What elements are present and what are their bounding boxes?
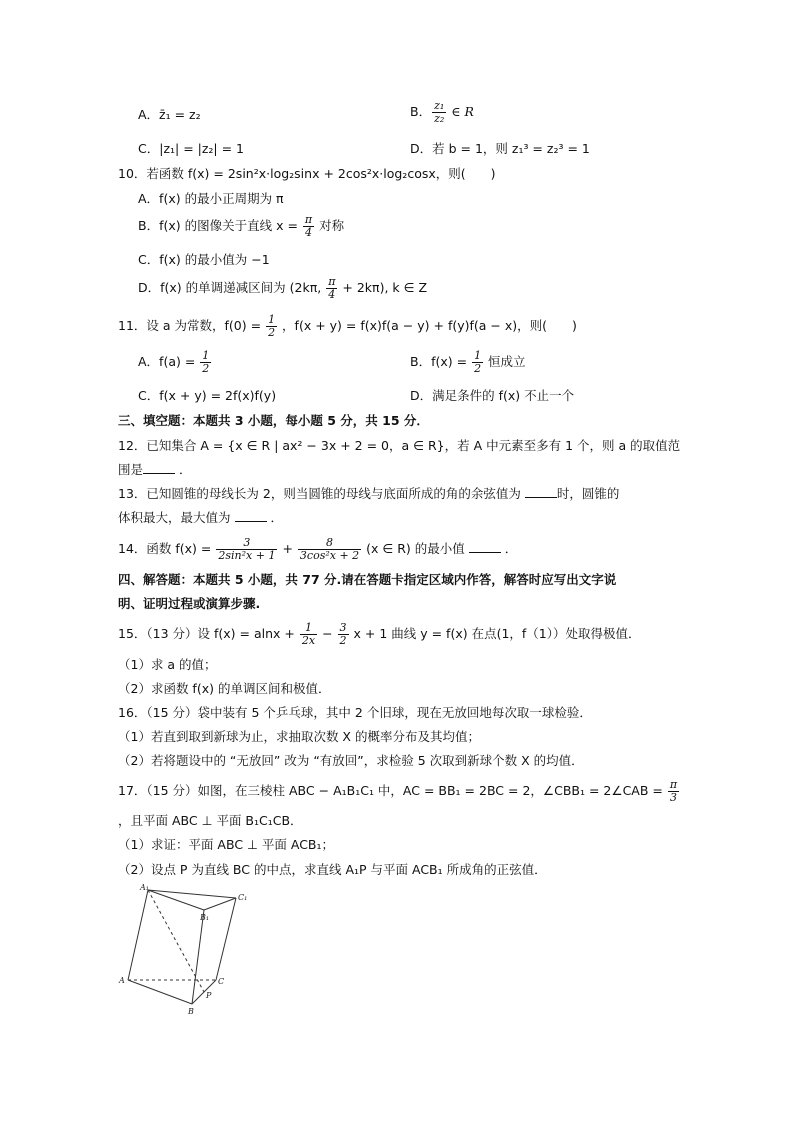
q9-option-b: B． $\frac{\text{z₁}}{\text{z₂}}$ ∈ R <box>410 99 474 125</box>
q15-stem-post: x + 1 曲线 y = f(x) 在点(1，f（1））处取得极值． <box>353 626 641 641</box>
label-b1: B₁ <box>200 913 210 922</box>
q17-part2: （2）设点 P 为直线 BC 的中点，求直线 A₁P 与平面 ACB₁ 所成角的正弦值． <box>118 862 547 877</box>
q12-line2: 围是 ． <box>118 462 192 477</box>
frac-den: 2x <box>301 634 316 647</box>
q9-option-c: C．|z₁| = |z₂| = 1 <box>138 141 245 156</box>
edge-c1-c <box>216 898 236 980</box>
answer-blank <box>525 485 557 498</box>
q10-b-post: 对称 <box>319 218 345 233</box>
edge-a1-a <box>128 890 148 980</box>
section-4-heading-line1: 四、解答题：本题共 5 小题，共 77 分.请在答题卡指定区域内作答，解答时应写出文字说 <box>118 572 617 587</box>
q14-pre: 14．函数 f(x) = <box>118 541 212 556</box>
q9-option-d: D．若 b = 1，则 z₁³ = z₂³ = 1 <box>410 141 590 156</box>
q10-stem: 10．若函数 f(x) = 2sin²x·log₂sinx + 2cos²x·log₂cosx，则( ) <box>118 166 496 181</box>
q16-stem: 16．（15 分）袋中装有 5 个乒乓球，其中 2 个旧球，现在无放回地每次取一球检验． <box>118 705 592 720</box>
frac-num: 3 <box>216 537 277 550</box>
q11-stem-pre: 11．设 a 为常数，f(0) = <box>118 318 262 333</box>
frac-den: 2 <box>339 634 347 647</box>
frac-den: 2 <box>474 362 482 375</box>
section-4-heading-line2: 明、证明过程或演算步骤. <box>118 596 261 611</box>
edge-b1-b <box>192 910 204 1004</box>
frac-num: 8 <box>298 537 361 550</box>
label-a: A <box>119 976 125 985</box>
label-c1: C₁ <box>238 893 248 902</box>
frac-num: z₁ <box>434 99 445 112</box>
q10-b-pre: B．f(x) 的图像关于直线 x = <box>138 218 298 233</box>
q15-part2: （2）求函数 f(x) 的单调区间和极值． <box>118 681 331 696</box>
q10-option-a: A．f(x) 的最小正周期为 π <box>138 191 284 206</box>
q10-d-pre: D．f(x) 的单调递减区间为 (2kπ, <box>138 280 322 295</box>
frac-den: 2 <box>202 362 210 375</box>
q13-line2-text: 体积最大，最大值为 <box>118 510 231 525</box>
q10-d-post: + 2kπ), k ∈ Z <box>342 280 428 295</box>
frac-num: 1 <box>268 313 276 326</box>
q11-option-d: D．满足条件的 f(x) 不止一个 <box>410 388 575 403</box>
frac-num: π <box>669 778 678 791</box>
section-3-heading: 三、填空题：本题共 3 小题，每小题 5 分，共 15 分． <box>118 413 429 428</box>
q10-option-b <box>138 214 344 239</box>
answer-blank <box>469 540 501 553</box>
q11-a-pre: A．f(a) = <box>138 354 196 369</box>
q15-part1: （1）求 a 的值； <box>118 657 217 672</box>
frac-num: π <box>304 213 313 226</box>
q15-stem-pre: 15．（13 分）设 f(x) = alnx + <box>118 626 295 641</box>
q14-mid: (x ∈ R) 的最小值 <box>366 541 465 556</box>
frac-den: 2 <box>268 326 276 339</box>
frac-den: 4 <box>305 226 313 239</box>
q13-line1b-text: 时，圆锥的 <box>556 486 620 501</box>
q10-option-d <box>138 276 427 301</box>
q9-option-a: A．z̄₁ = z₂ <box>138 107 201 122</box>
q15-stem: 15．（13 分）设 f(x) = alnx + $\frac{1}{2x}$ − $\frac{3}{2}$ x + 1 曲线 y = f(x) 在点(1，f（1））处取得极值． <box>118 621 641 647</box>
q11-option-b <box>410 350 526 375</box>
q13-line1-text: 13．已知圆锥的母线长为 2，则当圆锥的母线与底面所成的角的余弦值为 <box>118 486 521 501</box>
edge-b1-c1 <box>204 898 236 910</box>
q11-stem <box>118 314 577 339</box>
q17-stem-text: 17．（15 分）如图，在三棱柱 ABC − A₁B₁C₁ 中，AC = BB₁ = 2BC = 2，∠CBB₁ = 2∠CAB = <box>118 783 663 798</box>
segment-a1-p-hidden <box>148 890 204 992</box>
frac-num: 1 <box>300 622 317 635</box>
label-c: C <box>218 977 225 986</box>
q14-line: 14．函数 f(x) = $\frac{3}{\text{2sin²x + 1}}$ + $\frac{8}{\text{3cos²x + 2}}$ (x ∈ R) 的最小值 ． <box>118 536 518 562</box>
q11-option-a <box>138 350 212 375</box>
frac-num: 1 <box>202 349 210 362</box>
frac-num: π <box>328 275 336 288</box>
q16-part1: （1）若直到取到新球为止，求抽取次数 X 的概率分布及其均值； <box>118 729 480 744</box>
frac-num: 3 <box>339 621 347 634</box>
q17-line2: ，且平面 ABC ⊥ 平面 B₁C₁CB． <box>118 813 303 828</box>
frac-den: 3 <box>669 791 677 804</box>
q17-part1: （1）求证：平面 ABC ⊥ 平面 ACB₁； <box>118 837 335 852</box>
q12-line2-text: 围是 <box>118 462 144 477</box>
frac-den: 2sin²x + 1 <box>218 549 276 562</box>
q12-line1: 12．已知集合 A = {x ∈ R | ax² − 3x + 2 = 0，a ∈ R}，若 A 中元素至多有 1 个，则 a 的取值范 <box>118 438 681 453</box>
q13-line2: 体积最大，最大值为 ． <box>118 510 283 525</box>
q16-part2: （2）若将题设中的 “无放回” 改为 “有放回”，求检验 5 次取到新球个数 X 的均值． <box>118 753 584 768</box>
label-b: B <box>188 1007 194 1016</box>
prism-figure <box>116 880 256 1020</box>
q11-option-c: C．f(x + y) = 2f(x)f(y) <box>138 388 277 403</box>
q17-stem <box>118 779 680 804</box>
q11-b-pre: B．f(x) = <box>410 354 468 369</box>
answer-blank <box>235 509 267 522</box>
label-p: P <box>206 991 212 1000</box>
q13-line1 <box>118 485 619 503</box>
frac-num: 1 <box>474 349 482 362</box>
q10-option-c: C．f(x) 的最小值为 −1 <box>138 252 270 267</box>
edge-a1-c1 <box>148 890 236 898</box>
edge-a-b <box>128 980 192 1004</box>
frac-den: 3cos²x + 2 <box>299 549 360 562</box>
label-a1: A₁ <box>140 883 149 892</box>
answer-blank <box>143 461 175 474</box>
frac-den: 4 <box>328 288 336 301</box>
frac-den: z₂ <box>434 112 445 125</box>
q11-stem-post: ，f(x + y) = f(x)f(a − y) + f(y)f(a − x)，则( ) <box>282 318 577 333</box>
q11-b-post: 恒成立 <box>488 354 526 369</box>
